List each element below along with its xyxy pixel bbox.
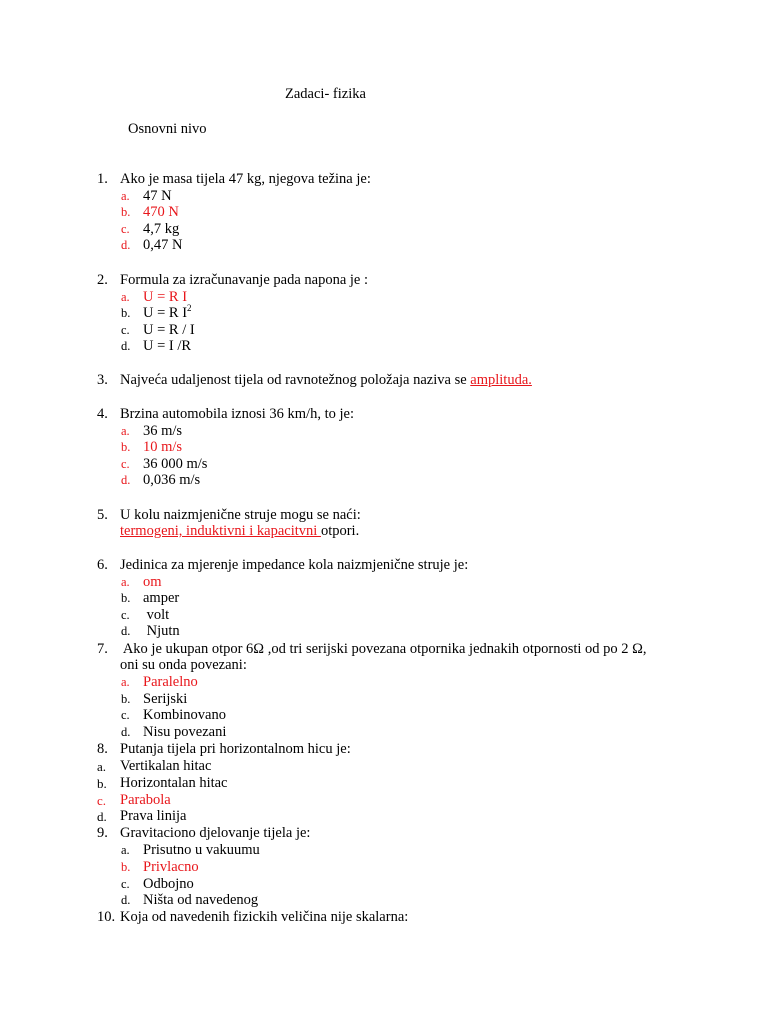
question-text: Gravitaciono djelovanje tijela je: <box>120 825 311 841</box>
option-text <box>143 305 192 322</box>
option-letter: a. <box>121 290 130 304</box>
correct-answer: U = R I <box>143 289 188 305</box>
option-text: Prava linija <box>120 808 187 824</box>
option-letter: b. <box>121 440 131 454</box>
option-letter: c. <box>97 793 107 808</box>
question-number: 8. <box>97 741 108 757</box>
option-text: Horizontalan hitac <box>120 775 228 791</box>
option-text: Vertikalan hitac <box>120 758 212 774</box>
correct-answer: Paralelno <box>143 674 198 690</box>
question-text: Ako je ukupan otpor 6Ω ,od tri serijski povezana otpornika jednakih otpornosti od po 2 Ω, <box>120 641 647 657</box>
option-text: amper <box>143 590 180 606</box>
option-letter: a. <box>121 843 130 857</box>
option-letter: a. <box>121 575 130 589</box>
question-text: Formula za izračunavanje pada napona je : <box>120 272 368 288</box>
question-number: 5. <box>97 507 108 523</box>
option-text: U = R / I <box>143 322 195 338</box>
option-letter: c. <box>121 457 130 471</box>
option-letter: a. <box>121 675 130 689</box>
question-text: Putanja tijela pri horizontalnom hicu je: <box>120 741 351 757</box>
option-text: Ništa od navedenog <box>143 892 259 908</box>
option-text: volt <box>143 607 170 623</box>
option-text: Serijski <box>143 691 188 707</box>
option-letter: d. <box>121 725 131 739</box>
question-text: Brzina automobila iznosi 36 km/h, to je: <box>120 406 354 422</box>
option-text: 0,036 m/s <box>143 472 201 488</box>
question-text-continued: oni su onda povezani: <box>120 657 247 673</box>
question-text: U kolu naizmjenične struje mogu se naći: <box>120 507 361 523</box>
page-title: Zadaci- fizika <box>285 86 366 102</box>
question-number: 2. <box>97 272 108 288</box>
question-number: 6. <box>97 557 108 573</box>
option-letter: b. <box>121 306 131 320</box>
option-text: U = I /R <box>143 338 192 354</box>
question-text-body: Najveća udaljenost tijela od ravnotežnog položaja naziva se <box>120 372 471 388</box>
question-text: Jedinica za mjerenje impedance kola naizmjenične struje je: <box>120 557 469 573</box>
option-letter: b. <box>121 205 131 219</box>
question-text <box>120 372 532 389</box>
option-text: Njutn <box>143 623 180 639</box>
correct-answer: 10 m/s <box>143 439 183 455</box>
option-letter: c. <box>121 323 130 337</box>
option-letter: c. <box>121 222 130 236</box>
option-letter: b. <box>121 860 131 874</box>
question-text: Koja od navedenih fizickih veličina nije skalarna: <box>120 909 409 925</box>
option-text: 47 N <box>143 188 172 204</box>
option-letter: c. <box>121 608 130 622</box>
option-letter: b. <box>97 776 107 791</box>
option-letter: c. <box>121 708 130 722</box>
option-letter: c. <box>121 877 130 891</box>
option-text-base: U = R I <box>143 305 188 321</box>
option-letter: a. <box>121 424 130 438</box>
correct-answer: termogeni, induktivni i kapacitvni <box>120 523 321 539</box>
option-letter: d. <box>97 809 107 824</box>
option-letter: a. <box>97 759 107 774</box>
answer-tail: otpori. <box>320 523 360 539</box>
question-answer-line <box>120 523 359 540</box>
question-text: Ako je masa tijela 47 kg, njegova težina je: <box>120 171 371 187</box>
option-letter: d. <box>121 238 131 252</box>
question-number: 10. <box>97 909 116 925</box>
question-number: 9. <box>97 825 108 841</box>
option-text: Nisu povezani <box>143 724 227 740</box>
correct-answer: Parabola <box>120 792 171 808</box>
option-letter: a. <box>121 189 130 203</box>
option-text: 36 m/s <box>143 423 183 439</box>
option-text: Kombinovano <box>143 707 226 723</box>
question-number: 3. <box>97 372 108 388</box>
correct-answer: 470 N <box>143 204 179 220</box>
option-letter: b. <box>121 692 131 706</box>
option-letter: d. <box>121 893 131 907</box>
correct-answer: om <box>143 574 162 590</box>
option-letter: b. <box>121 591 131 605</box>
exponent: 2 <box>187 303 192 314</box>
option-text: 36 000 m/s <box>143 456 208 472</box>
option-text: Prisutno u vakuumu <box>143 842 260 858</box>
page-subtitle: Osnovni nivo <box>128 121 207 137</box>
question-number: 4. <box>97 406 108 422</box>
option-text: 4,7 kg <box>143 221 180 237</box>
option-text: Odbojno <box>143 876 194 892</box>
correct-answer: Privlacno <box>143 859 199 875</box>
option-text: 0,47 N <box>143 237 183 253</box>
option-letter: d. <box>121 473 131 487</box>
correct-answer: amplituda. <box>470 372 532 388</box>
question-number: 7. <box>97 641 108 657</box>
option-letter: d. <box>121 339 131 353</box>
option-letter: d. <box>121 624 131 638</box>
question-number: 1. <box>97 171 108 187</box>
